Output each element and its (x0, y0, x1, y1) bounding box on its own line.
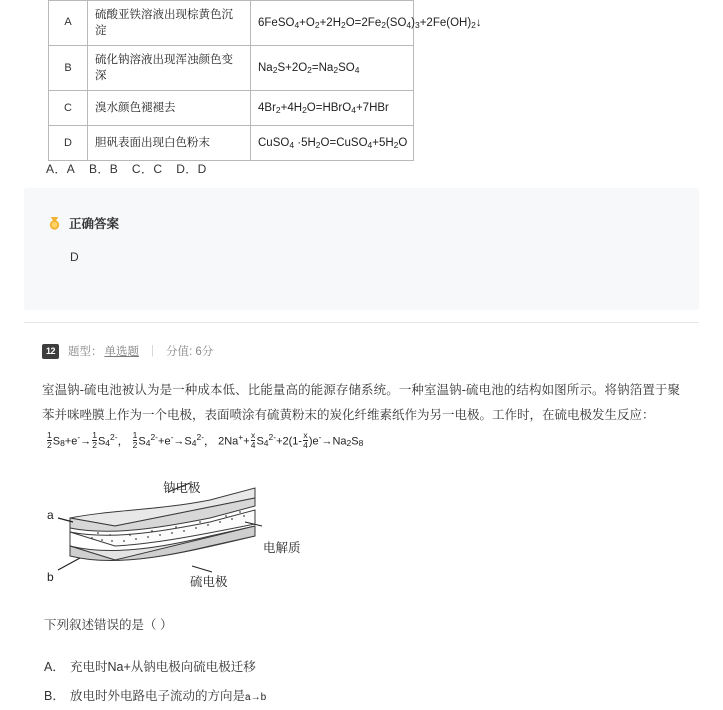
answer-title: 正确答案 (69, 217, 120, 231)
medal-icon (47, 216, 62, 231)
row-option: C (49, 91, 88, 126)
label-electrolyte: 电解质 (263, 541, 301, 555)
question2-option-a[interactable] (44, 657, 256, 675)
question-score: 分值: 6分 (166, 346, 214, 358)
choice-b[interactable]: B．B (88, 162, 119, 176)
section-divider (24, 322, 699, 323)
row-option: D (49, 126, 88, 161)
row-equation: CuSO$_4$ $\cdot 5H_2O=CuSO_4+5H_2O$ (251, 126, 414, 161)
label-sodium-electrode: 钠电极 (163, 481, 201, 495)
chemistry-table (48, 0, 482, 161)
question2-option-b[interactable] (44, 686, 266, 704)
row-description: 胆矾表面出现白色粉末 (88, 126, 251, 161)
label-sulfur-electrode: 硫电极 (190, 575, 228, 589)
question-type-value[interactable]: 单选题 (104, 346, 139, 358)
question2-stem: 室温钠-硫电池被认为是一种成本低、比能量高的能源存储系统。一种室温钠-硫电池的结构如图所示。将钠箔置于聚苯并咪唑膜上作为一个电极，表面喷涂有硫黄粉末的炭化纤维素纸作为另一电极。工作时，在硫电极发生反应： (42, 383, 680, 422)
table-row (49, 126, 414, 161)
meta-separator: | (151, 345, 154, 357)
question2-prompt: 下列叙述错误的是（ ） (44, 618, 173, 632)
question1-choices (46, 160, 217, 177)
question2-meta (42, 343, 213, 359)
question2-formula: $\frac{1}{2}$ $S_8+e^-\to$ $\frac{1}{2}$ $S_4^{2-}$， $\frac{1}{2}$ $S_4^{2-}+e^-\to S_4^{2-}$， 2Na++ $\frac{x}{4}$ $S_4^{2-}+2(1-$ $\frac{x}{4}$ )$e^-\to Na_2S_8$ (47, 430, 364, 450)
option-letter: B． (44, 689, 65, 703)
chemistry-table-wrap (48, 0, 482, 161)
option-inline-image: a→b (245, 692, 267, 703)
answer-value: D (70, 250, 79, 264)
question-number-badge: 12 (42, 344, 59, 359)
question-type-label: 题型： (68, 346, 103, 358)
table-row (49, 46, 414, 91)
answer-header (47, 214, 119, 232)
row-description: 硫酸亚铁溶液出现棕黄色沉淀 (88, 1, 251, 46)
choice-a[interactable]: A．A (46, 162, 76, 176)
row-equation: $6FeSO_4+O_2+2H_2O=2Fe_2(SO_4)_3+2Fe(OH)_2↓$ (251, 1, 414, 46)
row-description: 溴水颜色褪褪去 (88, 91, 251, 126)
row-description: 硫化钠溶液出现浑浊颜色变深 (88, 46, 251, 91)
option-letter: A． (44, 660, 65, 674)
choice-c[interactable]: C．C (131, 162, 163, 176)
table-row (49, 1, 414, 46)
row-option: A (49, 1, 88, 46)
row-equation: $4Br_2+4H_2O=HBrO_4+7HBr$ (251, 91, 414, 126)
option-text: 放电时外电路电子流动的方向是 (70, 689, 246, 703)
correct-answer-panel (24, 188, 699, 310)
choice-d[interactable]: D．D (176, 162, 207, 176)
label-terminal-a: a (47, 508, 54, 522)
table-row (49, 91, 414, 126)
option-text: 充电时Na+从钠电极向硫电极迁移 (70, 660, 256, 674)
row-option: B (49, 46, 88, 91)
row-equation: $Na_2S+2O_2=Na_2SO_4$ (251, 46, 414, 91)
label-terminal-b: b (47, 570, 54, 584)
